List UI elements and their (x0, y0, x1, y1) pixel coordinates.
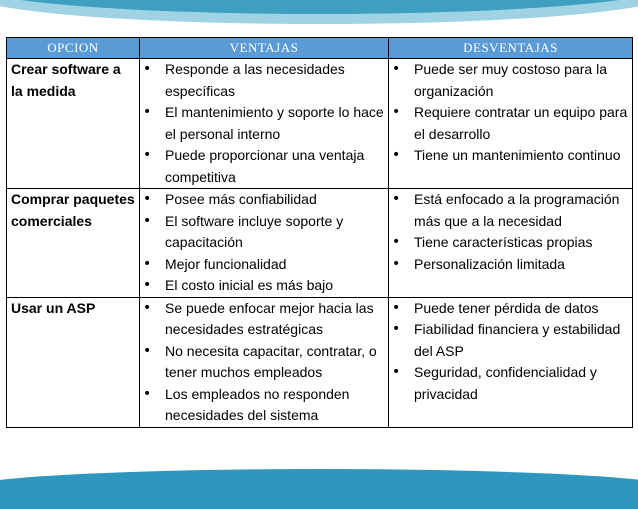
list-item: • Seguridad, confidencialidad y privacidad (389, 362, 630, 405)
header-opcion: OPCION (7, 38, 140, 59)
ventajas-cell (140, 189, 389, 298)
comparison-table (6, 37, 633, 428)
ventajas-cell (140, 59, 389, 189)
list-item: • Personalización limitada (389, 254, 630, 276)
table-row (7, 297, 633, 427)
list-item: • Se puede enfocar mejor hacia las necesidades estratégicas (140, 298, 386, 341)
list-item: • Tiene características propias (389, 232, 630, 254)
list-item: • El mantenimiento y soporte lo hace el personal interno (140, 102, 386, 145)
option-cell: Usar un ASP (7, 297, 140, 427)
list-item: • Requiere contratar un equipo para el desarrollo (389, 102, 630, 145)
list-item: • Tiene un mantenimiento continuo (389, 145, 630, 167)
list-item: • El software incluye soporte y capacitación (140, 211, 386, 254)
header-ventajas: VENTAJAS (140, 38, 389, 59)
list-item: • Puede tener pérdida de datos (389, 298, 630, 320)
desventajas-cell (389, 59, 633, 189)
option-cell: Crear software a la medida (7, 59, 140, 189)
list-item: • Puede ser muy costoso para la organización (389, 59, 630, 102)
list-item: • No necesita capacitar, contratar, o tener muchos empleados (140, 341, 386, 384)
list-item: • Mejor funcionalidad (140, 254, 386, 276)
header-desventajas: DESVENTAJAS (389, 38, 633, 59)
list-item: • Los empleados no responden necesidades del sistema (140, 384, 386, 427)
list-item: • Está enfocado a la programación más que a la necesidad (389, 189, 630, 232)
table-row (7, 59, 633, 189)
desventajas-cell (389, 189, 633, 298)
ventajas-cell (140, 297, 389, 427)
list-item: • Responde a las necesidades específicas (140, 59, 386, 102)
table-row (7, 189, 633, 298)
list-item: • Puede proporcionar una ventaja competitiva (140, 145, 386, 188)
list-item: • Posee más confiabilidad (140, 189, 386, 211)
decorative-bottom-arc (0, 469, 638, 509)
list-item: • El costo inicial es más bajo (140, 275, 386, 297)
table-header-row (7, 38, 633, 59)
list-item: • Fiabilidad financiera y estabilidad del ASP (389, 319, 630, 362)
option-cell: Comprar paquetes comerciales (7, 189, 140, 298)
desventajas-cell (389, 297, 633, 427)
